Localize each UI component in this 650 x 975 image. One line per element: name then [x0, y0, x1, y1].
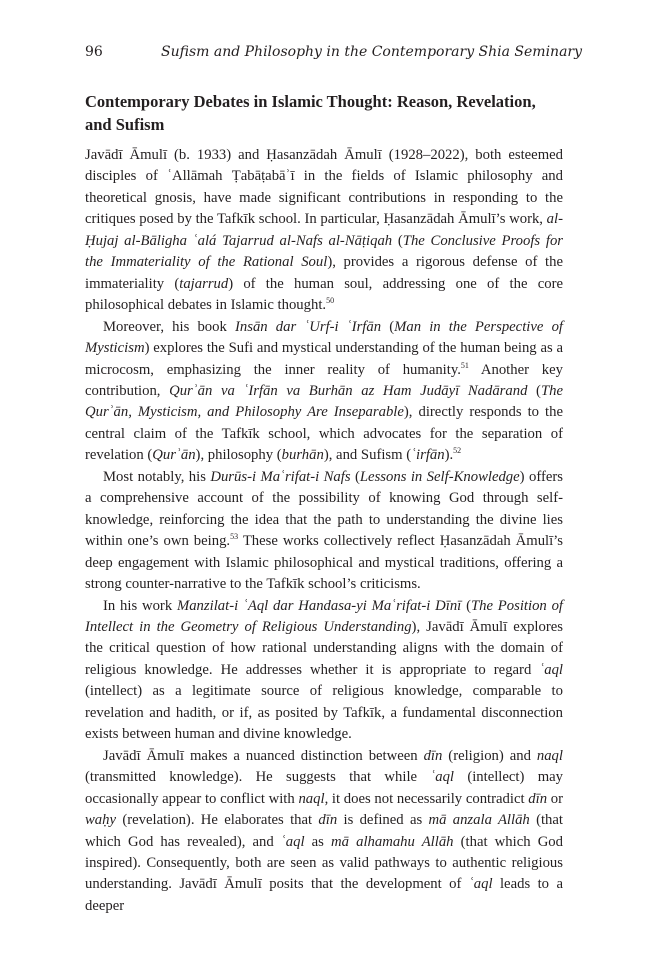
text-run: ( [527, 382, 541, 399]
italic-term: dīn [318, 812, 338, 829]
italic-term: burhān [281, 447, 324, 464]
text-run: (intellect) may occasionally appear to conflict with [85, 769, 563, 807]
italic-term: Durūs-i Maʿrifat-i Nafs [210, 468, 351, 485]
running-head-title: Sufism and Philosophy in the Contemporary Shia Seminary [161, 44, 583, 60]
paragraph [85, 746, 563, 918]
paragraph [85, 467, 563, 596]
running-header [85, 44, 583, 64]
italic-term: Manzilat-i ʿAql dar Handasa-yi Maʿrifat-i Dīnī [176, 597, 462, 614]
italic-term: Qurʾān va ʿIrfān va Burhān az Ham Judāyī Nadārand [169, 382, 528, 399]
text-run: (transmitted knowledge). He suggests that while [85, 769, 431, 786]
section-heading: Contemporary Debates in Islamic Thought: Reason, Revelation, and Sufism [85, 92, 536, 134]
italic-term: waḥy [85, 812, 117, 829]
text-run: ). [444, 447, 454, 464]
text-run: (intellect) as a legitimate source of religious knowledge, comparable to revelation and hadith, or if, as posited by Tafkīk, a fundamental disconnection exists between human and divine knowledge. [85, 683, 563, 743]
italic-term: ʿaql [539, 661, 563, 678]
text-run: (that which God has revealed), and [85, 812, 564, 850]
text-run: ( [461, 597, 471, 614]
text-run: (revelation). He elaborates that [116, 812, 319, 829]
text-run: ), directly responds to the central claim of the Tafkīk school, which advocates for the separation of revelation ( [85, 404, 563, 464]
italic-term: Man in the Perspective of Mysticism [85, 318, 563, 357]
italic-term: ʿaql [430, 769, 455, 786]
italic-term: mā anzala Allāh [428, 812, 530, 829]
text-run: Javādī Āmulī (b. 1933) and Ḥasanzādah Āmulī (1928–2022), both esteemed disciples of ʿAllāmah Ṭabāṭabāʾī in the fields of Islamic philosophy and theoretical gnosis, have made significant contributions in responding to the critiques posed by the Tafkīk school. In particular, Ḥasanzādah Āmulī’s work, [85, 147, 563, 228]
paragraph [85, 145, 563, 317]
footnote-ref: 53 [230, 532, 239, 542]
text-run: leads to a deeper [85, 876, 563, 914]
italic-term: Lessons in Self-Knowledge [359, 468, 520, 485]
text-run: ) explores the Sufi and mystical understanding of the human being as a microcosm, emphasizing the inner reality of humanity. [85, 340, 563, 378]
text-run: is defined as [337, 812, 429, 829]
text-run: as [304, 833, 332, 850]
italic-term: The Conclusive Proofs for the Immateriality of the Rational Soul [85, 232, 564, 271]
text-run: ) offers a comprehensive account of the possibility of knowing God through self-knowledge, reinforcing the idea that the path to understanding the divine lies within one’s own being. [85, 468, 563, 550]
text-run: Most notably, his [103, 468, 211, 485]
italic-term: ʿirfān [411, 447, 445, 464]
text-run: (that which God inspired). Consequently, both are seen as valid pathways to authentic religious understanding. Javādī Āmulī posits that the development of [85, 833, 563, 893]
italic-term: mā alhamahu Allāh [331, 833, 454, 850]
paragraph [85, 317, 563, 467]
text-run: ), and Sufism ( [323, 447, 412, 464]
italic-term: tajarrud [179, 275, 229, 292]
italic-term: dīn [423, 747, 443, 764]
italic-term: naql [536, 747, 563, 764]
text-run: or [547, 790, 563, 807]
text-run: ( [392, 232, 403, 249]
italic-term: The Qurʾān, Mysticism, and Philosophy Are Inseparable [85, 382, 563, 421]
text-run: Another key contribution, [85, 361, 563, 399]
text-run: In his work [103, 597, 177, 614]
text-run: ( [381, 318, 395, 335]
text-run: Moreover, his book [103, 318, 235, 335]
text-run: ) of the human soul, addressing one of the core philosophical debates in Islamic thought. [85, 275, 563, 314]
italic-term: dīn [528, 790, 548, 807]
italic-term: ʿaql [468, 876, 493, 893]
italic-term: naql [298, 790, 325, 807]
italic-term: Insān dar ʿUrf-i ʿIrfān [235, 318, 382, 335]
text-run: (religion) and [442, 747, 537, 764]
page-number: 96 [85, 44, 103, 60]
footnote-ref: 51 [460, 360, 469, 370]
body-text [85, 145, 563, 917]
italic-term: ʿaql [280, 833, 305, 850]
text-run: Javādī Āmulī makes a nuanced distinction between [103, 747, 424, 764]
text-run: These works collectively reflect Ḥasanzādah Āmulī’s deep engagement with Islamic philosophical and mystical traditions, offering a strong counter-narrative to the Tafkīk school’s criticisms. [85, 533, 563, 593]
text-run: ), philosophy ( [195, 447, 282, 464]
footnote-ref: 50 [326, 296, 335, 306]
text-run: , it does not necessarily contradict [324, 790, 529, 807]
footnote-ref: 52 [453, 446, 462, 456]
italic-term: The Position of Intellect in the Geometry of Religious Understanding [85, 597, 563, 635]
text-run: ( [350, 468, 360, 485]
text-run: ), Javādī Āmulī explores the critical question of how rational understanding aligns with the domain of religious knowledge. He addresses whether it is appropriate to regard [85, 618, 563, 678]
italic-term: Qurʾān [152, 447, 196, 464]
paragraph [85, 596, 563, 746]
italic-term: al-Ḥujaj al-Bāligha ʿalá Tajarrud al-Nafs al-Nāṭiqah [85, 211, 563, 249]
text-run: ), provides a rigorous defense of the immateriality ( [85, 254, 563, 292]
